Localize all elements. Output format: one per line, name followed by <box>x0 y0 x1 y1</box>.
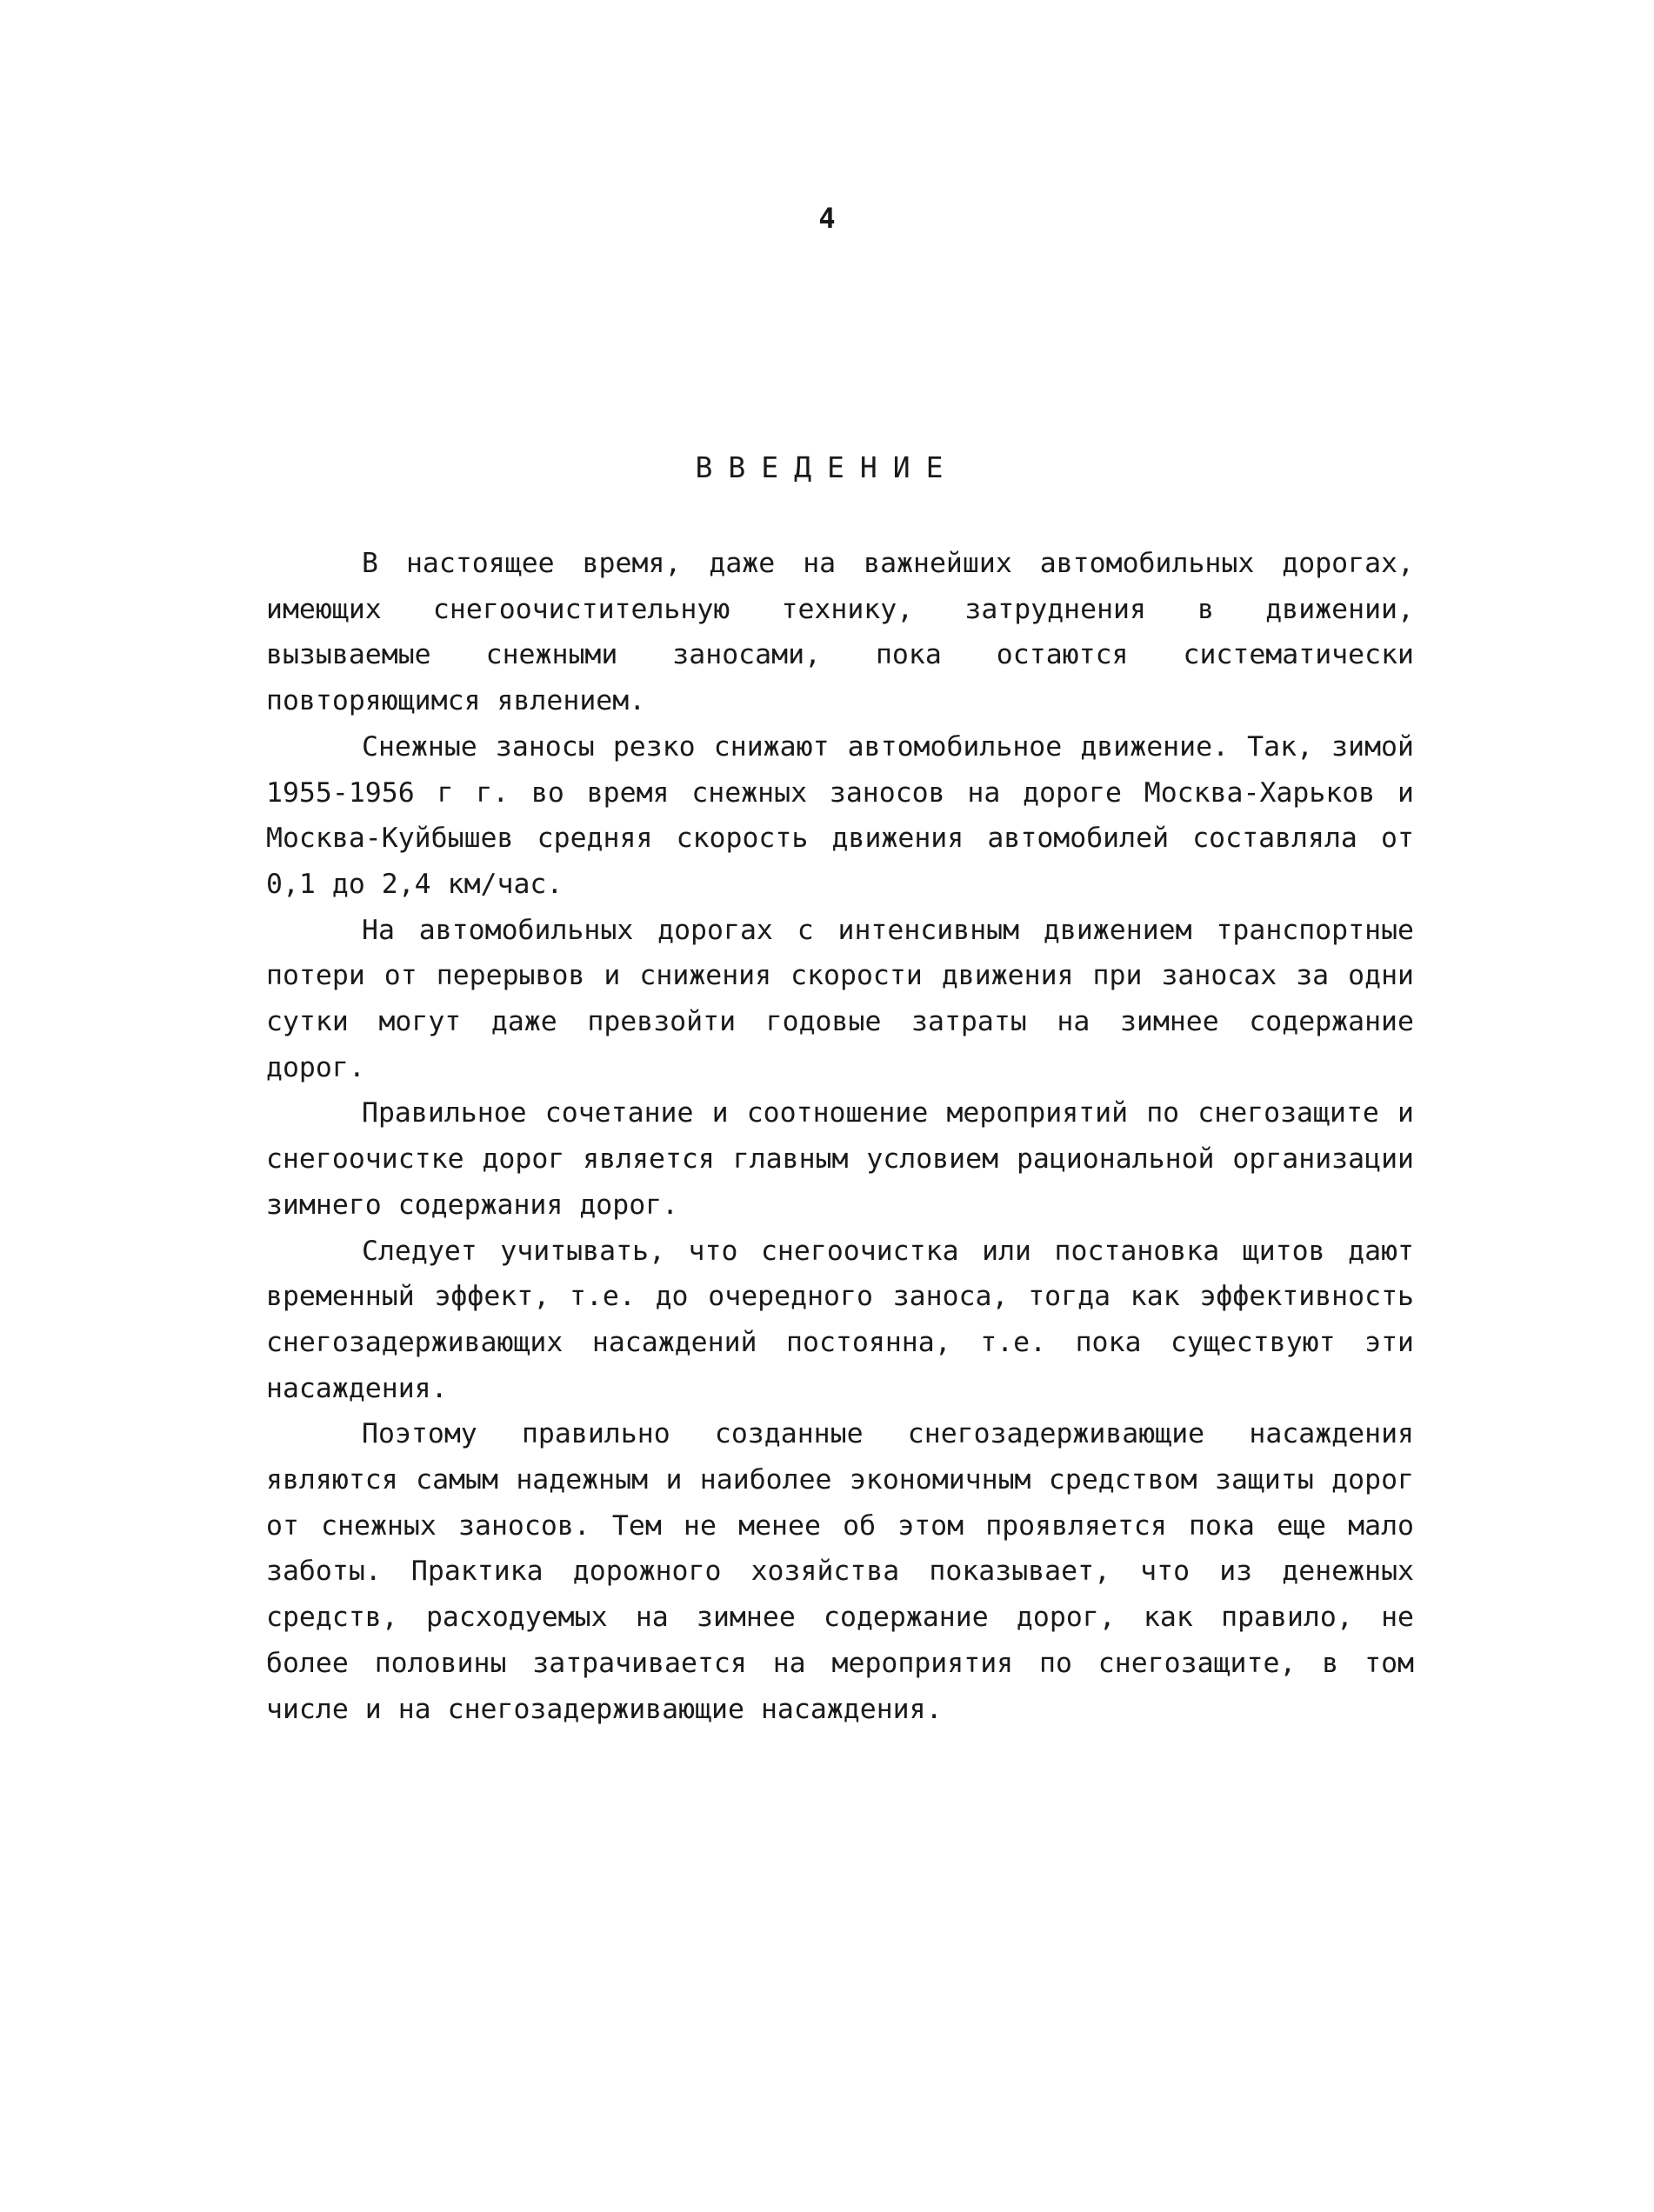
paragraph-5: Следует учитывать, что снегоочистка или постановка щитов дают временный эффект, т.е. до очередного заноса, тогда как эффективность снегозадерживающих насаждений постоянна, т.е. пока существуют эти насаждения. <box>266 1235 1414 1404</box>
paragraph-2: Снежные заносы резко снижают автомобильное движение. Так, зимой 1955-1956 г г. во время снежных заносов на дороге Москва-Харьков и Москва-Куйбышев средняя скорость движения автомобилей составляла от 0,1 до 2,4 км/час. <box>266 730 1414 900</box>
body-text <box>266 541 1414 1732</box>
paragraph-6: Поэтому правильно созданные снегозадерживающие насаждения являются самым надежным и наиболее экономичным средством защиты дорог от снежных заносов. Тем не менее об этом проявляется пока еще мало заботы. Практика дорожного хозяйства показывает, что из денежных средств, расходуемых на зимнее содержание дорог, как правило, не более половины затрачивается на мероприятия по снегозащите, в том числе и на снегозадерживающие насаждения. <box>266 1418 1414 1725</box>
paragraph-4: Правильное сочетание и соотношение мероприятий по снегозащите и снегоочистке дорог является главным условием рациональной организации зимнего содержания дорог. <box>266 1097 1414 1221</box>
paragraph-1: В настоящее время, даже на важнейших автомобильных дорогах, имеющих снегоочистительную технику, затруднения в движении, вызываемые снежными заносами, пока остаются систематически повторяющимся явлением. <box>266 548 1414 717</box>
page-number: 4 <box>818 202 836 235</box>
paragraph-3: На автомобильных дорогах с интенсивным движением транспортные потери от перерывов и снижения скорости движения при заносах за одни сутки могут даже превзойти годовые затраты на зимнее содержание дорог. <box>266 914 1414 1083</box>
section-heading: ВВЕДЕНИЕ <box>695 450 959 484</box>
